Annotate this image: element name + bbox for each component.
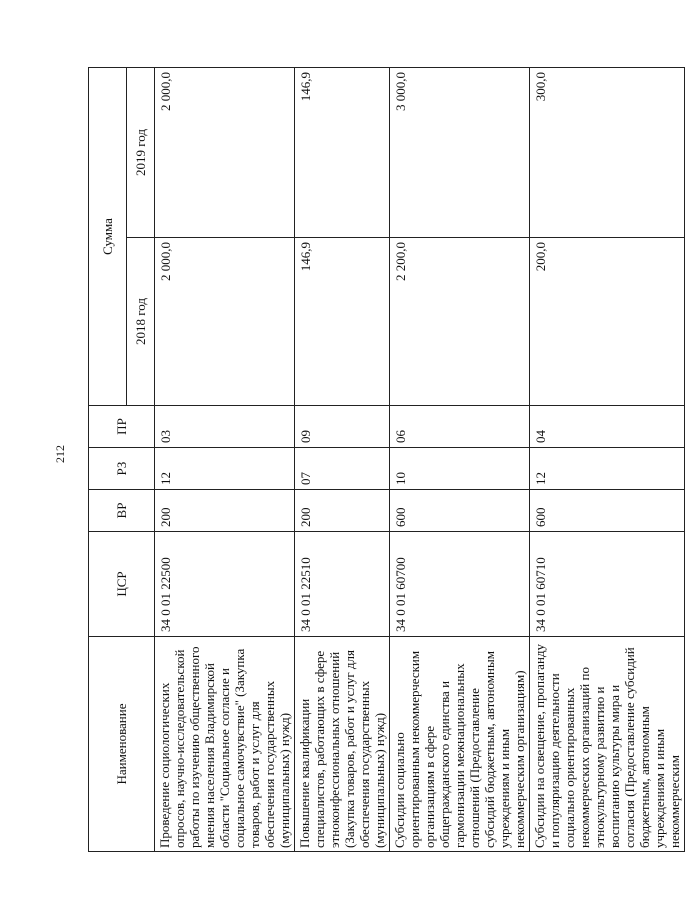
row-pr: 09 xyxy=(295,406,390,448)
row-2019: 146,9 xyxy=(295,68,390,238)
row-vr: 200 xyxy=(295,490,390,532)
row-csr: 34 0 01 22500 xyxy=(155,532,295,637)
header-vr: ВР xyxy=(89,490,155,532)
row-name: Повышение квалификации специалистов, работающих в сфере этноконфессиональных отношений (Закупка товаров, работ и услуг для обеспечения государственных (муниципальных) нужд) xyxy=(295,637,390,852)
row-2019: 2 000,0 xyxy=(155,68,295,238)
row-name: Субсидии социально ориентированным некоммерческим организациям в сфере общегражданского единства и гармонизации межнациональных отношений (Предоставление субсидий бюджетным, автономным учреждениям и иным некоммерческим организациям) xyxy=(390,637,530,852)
header-row-1 xyxy=(89,68,127,852)
row-name: Субсидии на освещение, пропаганду и популяризацию деятельности социально ориентированных некоммерческих организаций по этнокультурному развитию и воспитанию культуры мира и согласия (Предоставление субсидий бюджетным, автономным учреждениям и иным некоммерческим xyxy=(530,637,685,852)
row-rz: 12 xyxy=(530,448,685,490)
row-name: Проведение социологических опросов, научно-исследовательской работы по изучению общественного мнения населения Владимирской области "Социальное согласие и социальное самочувствие" (Закупка товаров, работ и услуг для обеспечения государственных (муниципальных) нужд) xyxy=(155,637,295,852)
table-row xyxy=(390,68,530,852)
table-row xyxy=(530,68,685,852)
header-pr: ПР xyxy=(89,406,155,448)
page-number: 212 xyxy=(53,445,67,463)
row-vr: 600 xyxy=(530,490,685,532)
header-2019: 2019 год xyxy=(127,68,155,238)
row-pr: 06 xyxy=(390,406,530,448)
header-2018: 2018 год xyxy=(127,238,155,406)
row-2018: 2 200,0 xyxy=(390,238,530,406)
table-row xyxy=(295,68,390,852)
row-rz: 07 xyxy=(295,448,390,490)
row-2018: 2 000,0 xyxy=(155,238,295,406)
budget-table xyxy=(88,67,685,852)
row-csr: 34 0 01 60700 xyxy=(390,532,530,637)
row-rz: 12 xyxy=(155,448,295,490)
row-2019: 300,0 xyxy=(530,68,685,238)
header-csr: ЦСР xyxy=(89,532,155,637)
row-2018: 146,9 xyxy=(295,238,390,406)
header-sum: Сумма xyxy=(89,68,127,406)
table-row xyxy=(155,68,295,852)
row-vr: 200 xyxy=(155,490,295,532)
header-rz: РЗ xyxy=(89,448,155,490)
row-csr: 34 0 01 22510 xyxy=(295,532,390,637)
header-name: Наименование xyxy=(89,637,155,852)
row-2019: 3 000,0 xyxy=(390,68,530,238)
row-pr: 03 xyxy=(155,406,295,448)
rotated-table-container xyxy=(88,68,682,852)
row-vr: 600 xyxy=(390,490,530,532)
row-rz: 10 xyxy=(390,448,530,490)
row-csr: 34 0 01 60710 xyxy=(530,532,685,637)
row-2018: 200,0 xyxy=(530,238,685,406)
row-pr: 04 xyxy=(530,406,685,448)
